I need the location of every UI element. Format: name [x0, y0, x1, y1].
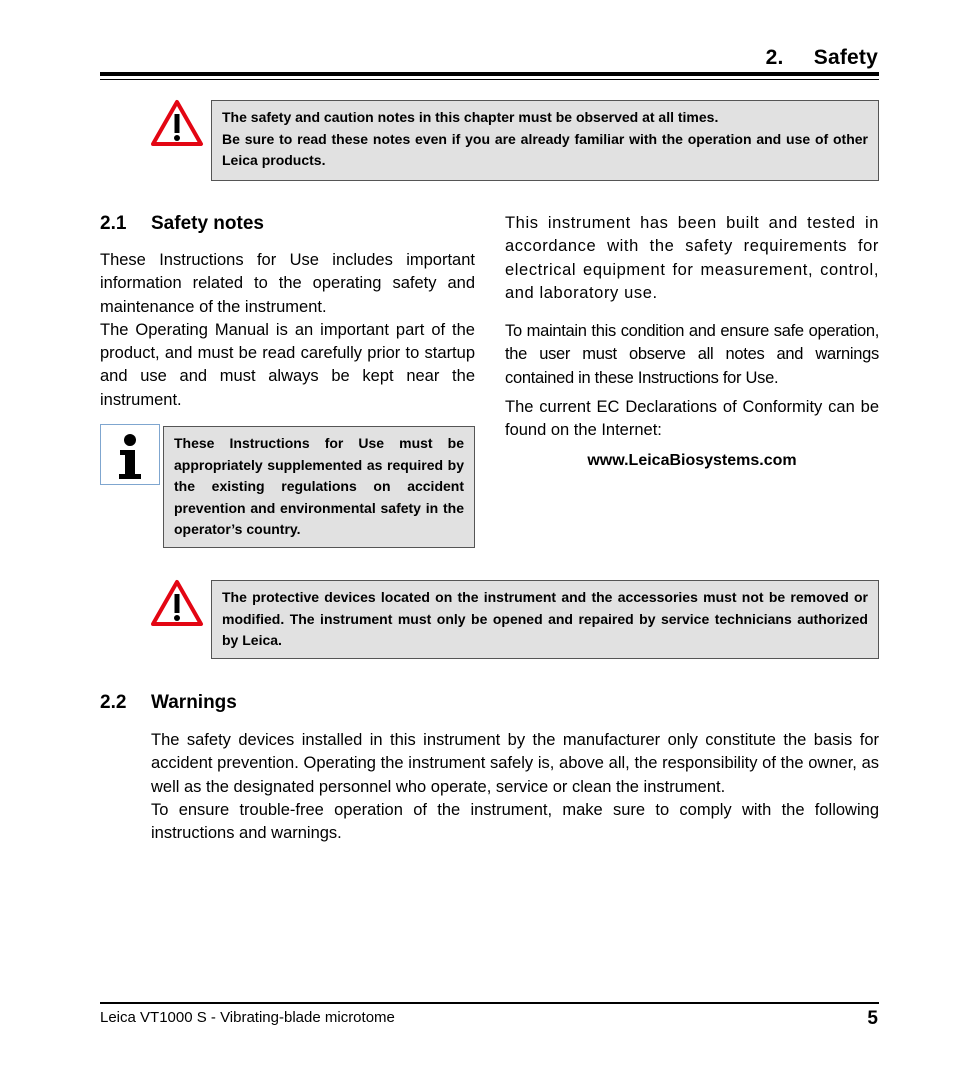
warnings-body [151, 729, 879, 845]
warning-1-line1: The safety and caution notes in this chapter must be observed at all times. [222, 109, 719, 125]
section-title: Safety notes [151, 213, 264, 234]
warnings-para2: To ensure trouble-free operation of the instrument, make sure to comply with the following instructions and warnings. [151, 800, 879, 843]
footer-product-name: Leica VT1000 S - Vibrating-blade microtome [100, 1009, 395, 1026]
safety-notes-para2: The Operating Manual is an important part of the product, and must be read carefully prior to startup and use and must always be kept near the instrument. [100, 320, 475, 409]
safety-notes-para1: These Instructions for Use includes important information related to the operating safety and maintenance of the instrument. [100, 251, 475, 316]
right-column [505, 212, 879, 472]
protective-devices-notice [211, 580, 879, 659]
chapter-title: 2. Safety [765, 46, 878, 69]
warning-2-text: The protective devices located on the instrument and the accessories must not be removed or modified. The instrument must only be opened and repaired by service technicians authorized by Leica. [222, 589, 868, 648]
footer-rule [100, 1002, 879, 1004]
warnings-para1: The safety devices installed in this instrument by the manufacturer only constitute the basis for accident prevention. Operating the instrument safely is, above all, the responsibility of the owner, as well as the designated personnel who operate, service or clean the instrument. [151, 731, 879, 796]
ec-declaration-para: The current EC Declarations of Conformity can be found on the Internet: [505, 398, 879, 440]
website-link[interactable]: www.LeicaBiosystems.com [587, 451, 797, 469]
warning-triangle-icon [150, 579, 204, 627]
section-heading-2-1 [100, 213, 264, 235]
section-number: 2.2 [100, 692, 127, 713]
section-number: 2.1 [100, 213, 127, 234]
header-rule-thin [100, 79, 879, 80]
warning-triangle-icon [150, 99, 204, 147]
warning-1-line2: Be sure to read these notes even if you are already familiar with the operation and use of other Leica products. [222, 130, 868, 168]
maintain-condition-para: To maintain this condition and ensure safe operation, the user must observe all notes and warnings contained in these Instructions for Use. [505, 322, 879, 387]
section-title: Warnings [151, 692, 237, 713]
info-note [163, 426, 475, 548]
page-number: 5 [867, 1008, 878, 1029]
left-column [100, 249, 475, 412]
info-icon [100, 424, 160, 485]
conformity-para: This instrument has been built and tested in accordance with the safety requirements for electrical equipment for measurement, control, and laboratory use. [505, 214, 879, 302]
header-rule [100, 72, 879, 76]
info-note-text: These Instructions for Use must be appropriately supplemented as required by the existing regulations on accident prevention and environmental safety in the operator’s country. [174, 435, 464, 537]
section-heading-2-2 [100, 692, 237, 714]
safety-caution-notice [211, 100, 879, 181]
